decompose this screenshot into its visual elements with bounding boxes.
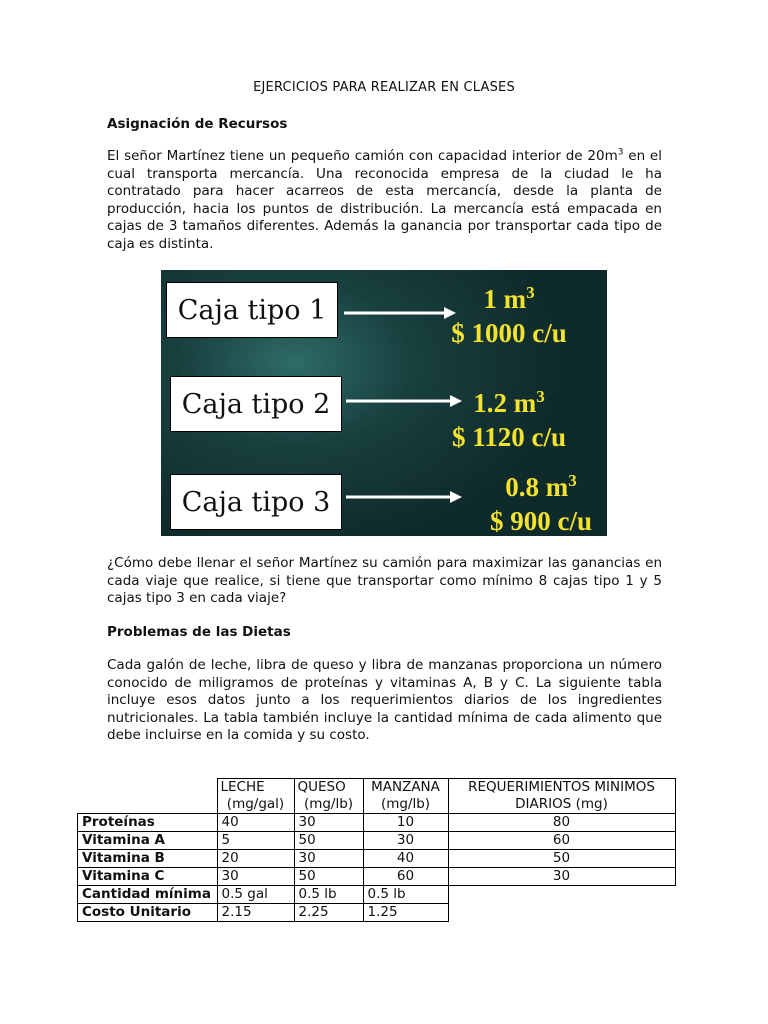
table-cell: 5 [217,832,294,850]
box-price-3: $ 900 c/u [489,506,592,536]
header-queso [294,779,363,814]
box-price-2: $ 1120 c/u [451,422,566,452]
table-empty [448,904,675,922]
intro-text-part2: en el cual transporta mercancía. Una reconocida empresa de la ciudad le ha contratado para hacer acarreos de esta mercancía, desde la planta de producción, hacia los puntos de distribución. La mercancía está empacada en cajas de 3 tamaños diferentes. Además la ganancia por transportar cada tipo de caja es distinta. [107,148,662,252]
table-cell: 30 [448,868,675,886]
table-row [78,904,676,922]
table-cell: 30 [363,832,448,850]
volume-superscript-3: 3 [568,471,577,490]
row-label: Cantidad mínima [78,886,218,904]
box-price-1: $ 1000 c/u [451,318,567,348]
row-label: Vitamina B [78,850,218,868]
box-volume-1: 1 m [483,284,527,314]
row-label: Vitamina C [78,868,218,886]
header-main: REQUERIMIENTOS MINIMOS [468,779,655,795]
table-row [78,886,676,904]
box-types-figure [161,270,607,536]
table-cell: 40 [217,814,294,832]
intro-text-part1: El señor Martínez tiene un pequeño camión con capacidad interior de 20m [107,148,618,164]
intro-superscript: 3 [617,147,624,158]
box-values-3 [441,464,607,536]
box-volume-2: 1.2 m [473,388,537,418]
box-label-1: Caja tipo 1 [166,282,338,338]
row-label: Proteínas [78,814,218,832]
table-cell: 2.25 [294,904,363,922]
table-cell: 2.15 [217,904,294,922]
table-cell: 50 [294,832,363,850]
header-leche [217,779,294,814]
box-label-3: Caja tipo 3 [170,474,342,530]
header-unit: DIARIOS (mg) [515,796,608,812]
volume-superscript-2: 3 [536,387,545,406]
table-header-row [78,779,676,814]
table-cell: 80 [448,814,675,832]
box-volume-3: 0.8 m [505,472,569,502]
table-row [78,832,676,850]
table-cell: 0.5 lb [363,886,448,904]
header-unit: (mg/gal) [226,796,285,812]
header-main: QUESO [297,779,346,795]
table-cell: 60 [448,832,675,850]
table-cell: 10 [363,814,448,832]
header-unit: (mg/lb) [380,796,431,812]
intro-paragraph [107,148,662,254]
table-cell: 50 [294,868,363,886]
table-cell: 0.5 lb [294,886,363,904]
box-values-2 [409,380,607,454]
table-cell: 60 [363,868,448,886]
table-cell: 1.25 [363,904,448,922]
table-cell: 30 [294,814,363,832]
volume-superscript-1: 3 [526,283,535,302]
section-heading-diets: Problemas de las Dietas [107,624,291,640]
table-cell: 40 [363,850,448,868]
diet-paragraph: Cada galón de leche, libra de queso y libra de manzanas proporciona un número conocido de miligramos de proteínas y vitaminas A, B y C. La siguiente tabla incluye esos datos junto a los requerimientos diarios de los ingredientes nutricionales. La tabla también incluye la cantidad mínima de cada alimento que debe incluirse en la comida y su costo. [107,657,662,744]
header-requerimientos [448,779,675,814]
header-main: LECHE [220,779,265,795]
box-label-2: Caja tipo 2 [170,376,342,432]
table-cell: 50 [448,850,675,868]
header-manzana [363,779,448,814]
box-values-1 [409,276,607,350]
table-row [78,850,676,868]
nutrition-table [77,778,676,922]
row-label: Vitamina A [78,832,218,850]
question-paragraph: ¿Cómo debe llenar el señor Martínez su camión para maximizar las ganancias en cada viaje que realice, si tiene que transportar como mínimo 8 cajas tipo 1 y 5 cajas tipo 3 en cada viaje? [107,555,662,607]
header-main: MANZANA [371,779,440,795]
table-empty [448,886,675,904]
header-unit: (mg/lb) [303,796,354,812]
page-title: EJERCICIOS PARA REALIZAR EN CLASES [253,80,515,95]
table-cell: 30 [217,868,294,886]
table-cell: 20 [217,850,294,868]
table-corner [78,779,218,814]
table-cell: 30 [294,850,363,868]
row-label: Costo Unitario [78,904,218,922]
table-cell: 0.5 gal [217,886,294,904]
section-heading-resources: Asignación de Recursos [107,116,288,132]
table-row [78,868,676,886]
table-row [78,814,676,832]
